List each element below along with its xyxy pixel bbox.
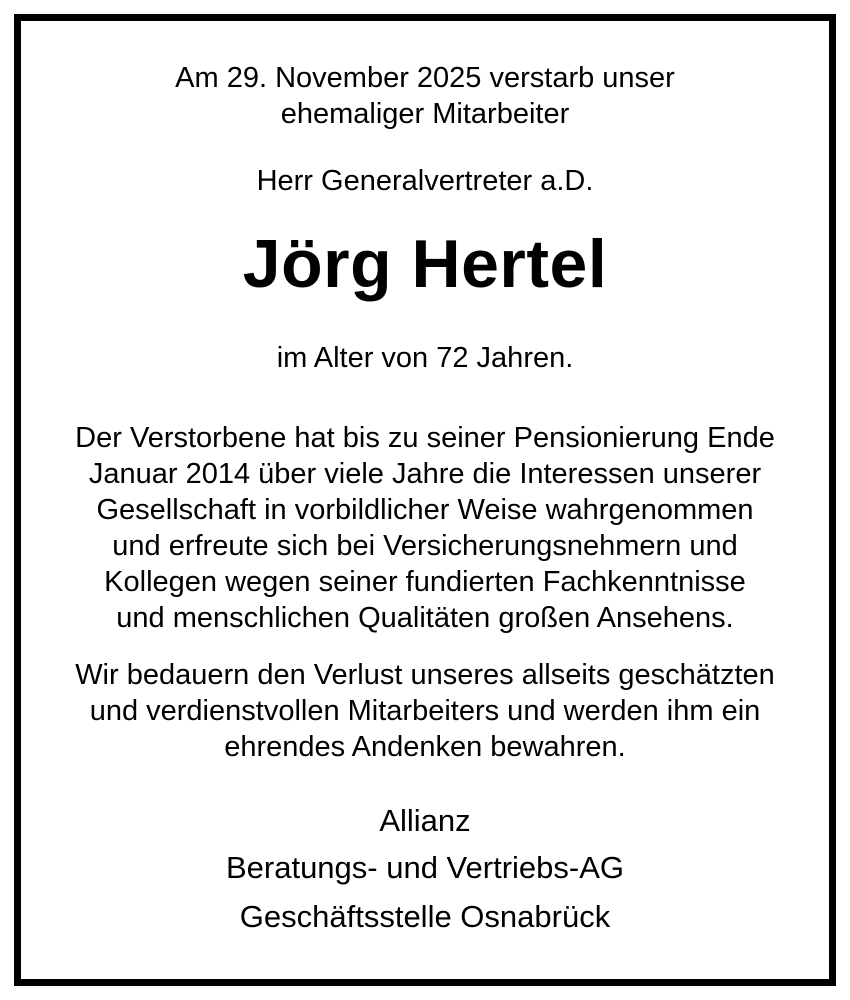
signature-division: Beratungs- und Vertriebs-AG <box>225 850 625 885</box>
deceased-name: Jörg Hertel <box>242 226 608 302</box>
paragraph2-line-2: und verdienstvollen Mitarbeiters und werden ihm ein <box>89 695 761 727</box>
signature-office: Geschäftsstelle Osnabrück <box>239 899 611 934</box>
age-line: im Alter von 72 Jahren. <box>276 342 574 374</box>
signature-company: Allianz <box>379 803 471 838</box>
intro-line-2: ehemaliger Mitarbeiter <box>280 98 570 130</box>
paragraph1-line-2: Januar 2014 über viele Jahre die Interessen unserer <box>88 458 762 490</box>
title-line: Herr Generalvertreter a.D. <box>256 165 594 197</box>
paragraph1-line-3: Gesellschaft in vorbildlicher Weise wahrgenommen <box>96 494 754 526</box>
intro-line-1: Am 29. November 2025 verstarb unser <box>175 62 675 94</box>
paragraph1-line-1: Der Verstorbene hat bis zu seiner Pensionierung Ende <box>75 422 775 454</box>
paragraph1-line-4: und erfreute sich bei Versicherungsnehmern und <box>112 530 738 562</box>
paragraph1-line-5: Kollegen wegen seiner fundierten Fachkenntnisse <box>104 566 746 598</box>
paragraph2-line-1: Wir bedauern den Verlust unseres allseits geschätzten <box>75 659 775 691</box>
paragraph2-line-3: ehrendes Andenken bewahren. <box>224 731 626 763</box>
paragraph1-line-6: und menschlichen Qualitäten großen Ansehens. <box>116 602 734 634</box>
